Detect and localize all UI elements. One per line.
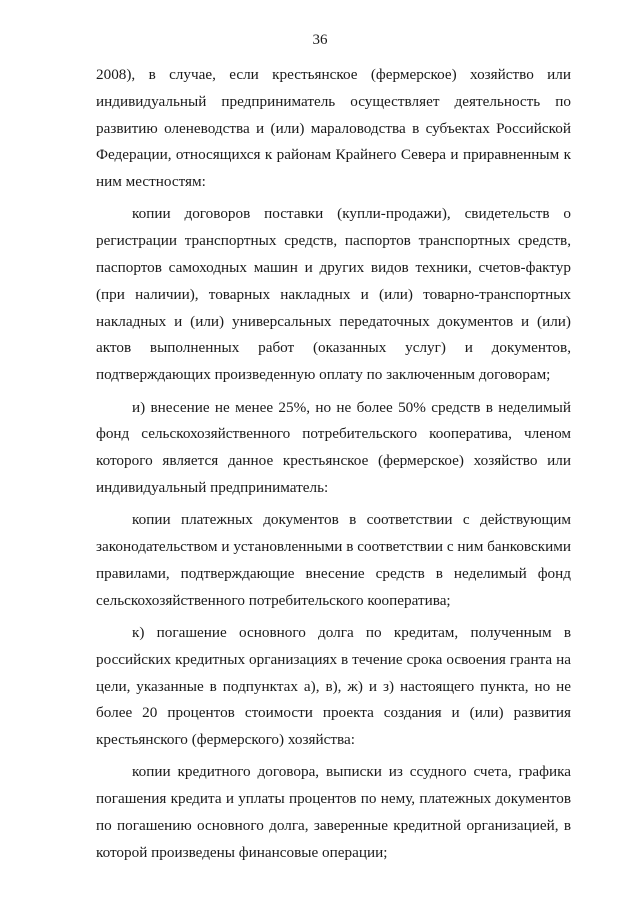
page-number: 36 [312,32,328,48]
paragraph-required-documents-supply: копии договоров поставки (купли-продажи), свидетельств о регистрации транспортных средств, паспортов транспортных средств, паспортов самоходных машин и других видов техники, счетов-фактур (при наличии), товарных накладных и (или) товарно-транспортных накладных и (или) универсальных передаточных документов и (или) актов выполненных работ (оказанных услуг) и документов, подтверждающих произведенную оплату по заключенным договорам; [96,205,571,384]
paragraph-required-documents-payment: копии платежных документов в соответствии с действующим законодательством и установленными в соответствии с ним банковскими правилами, подтверждающие внесение средств в неделимый фонд сельскохозяйственного потребительского кооператива; [96,511,571,609]
paragraph-item-i: и) внесение не менее 25%, но не более 50% средств в неделимый фонд сельскохозяйственного потребительского кооператива, членом которого является данное крестьянское (фермерское) хозяйство или индивидуальный предприниматель: [96,398,571,496]
paragraph-item-k: к) погашение основного долга по кредитам, полученным в российских кредитных организациях в течение срока освоения гранта на цели, указанные в подпунктах а), в), ж) и з) настоящего пункта, но не более 20 процентов стоимости проекта создания и (или) развития крестьянского (фермерского) хозяйства: [96,623,571,749]
paragraph-continuation: 2008), в случае, если крестьянское (фермерское) хозяйство или индивидуальный предприниматель осуществляет деятельность по развитию оленеводства и (или) мараловодства в субъектах Российской Федерации, относящихся к районам Крайнего Севера и приравненным к ним местностям: [96,66,571,191]
document-body [96,62,571,872]
paragraph-required-documents-credit: копии кредитного договора, выписки из ссудного счета, графика погашения кредита и уплаты процентов по нему, платежных документов по погашению основного долга, заверенные кредитной организацией, в которой произведены финансовые операции; [96,763,571,861]
